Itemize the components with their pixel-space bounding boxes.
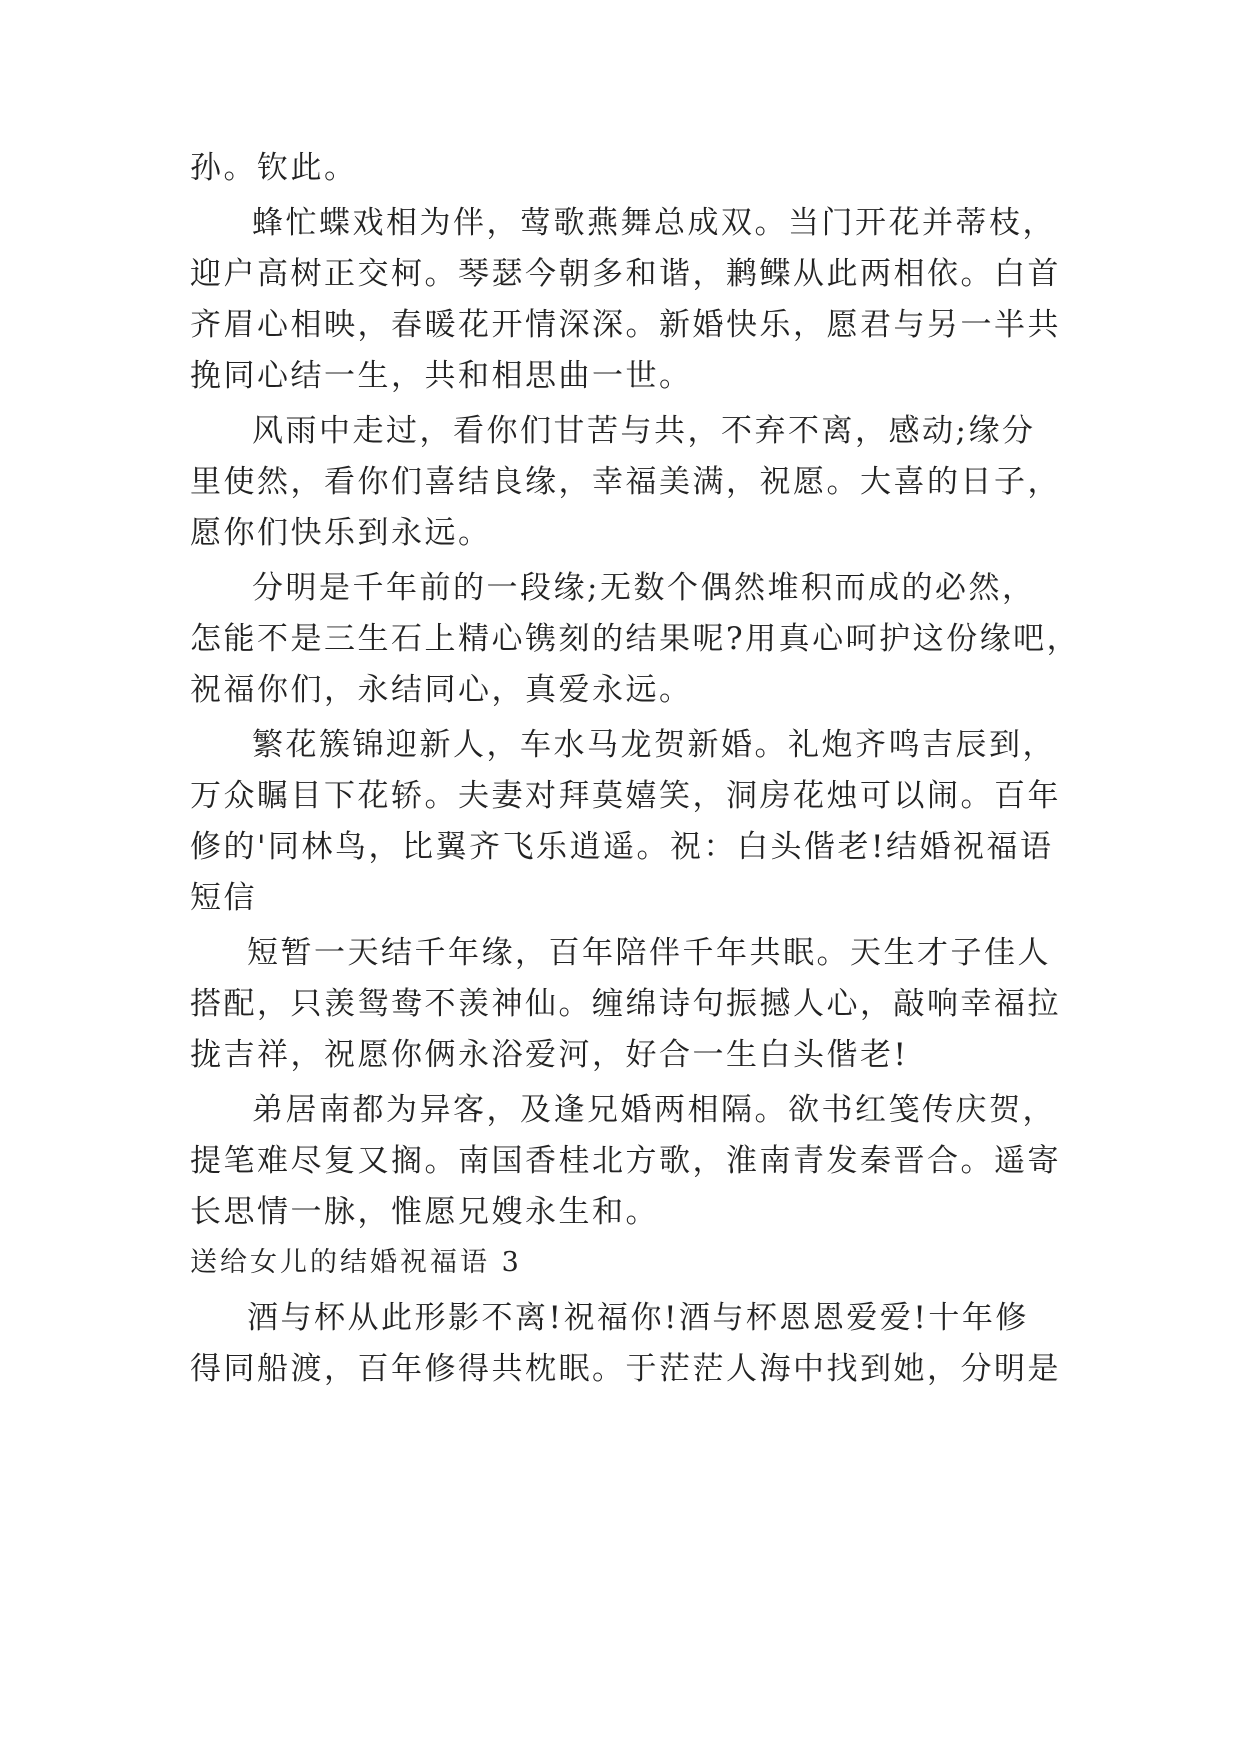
paragraph-line: 迎户高树正交柯。琴瑟今朝多和谐，鹣鲽从此两相依。白首: [190, 256, 1061, 292]
paragraph-line: 弟居南都为异客，及逢兄婚两相隔。欲书红笺传庆贺，: [252, 1092, 1056, 1128]
paragraph-line: 拢吉祥，祝愿你俩永浴爱河，好合一生白头偕老!: [190, 1037, 909, 1073]
paragraph-line: 提笔难尽复又搁。南国香桂北方歌，淮南青发秦晋合。遥寄: [190, 1143, 1061, 1179]
paragraph-line: 孙。钦此。: [190, 150, 358, 186]
paragraph-line: 挽同心结一生，共和相思曲一世。: [190, 358, 693, 394]
paragraph-line: 修的'同林鸟，比翼齐飞乐逍遥。祝：白头偕老!结婚祝福语: [190, 829, 1054, 865]
paragraph-line: 短信: [190, 880, 257, 916]
paragraph-line: 祝福你们，永结同心，真爱永远。: [190, 672, 693, 708]
paragraph-line: 愿你们快乐到永远。: [190, 515, 492, 551]
paragraph-line: 里使然，看你们喜结良缘，幸福美满，祝愿。大喜的日子，: [190, 464, 1061, 500]
paragraph-line: 酒与杯从此形影不离!祝福你!酒与杯恩恩爱爱!十年修: [247, 1300, 1029, 1336]
paragraph-line: 蜂忙蝶戏相为伴，莺歌燕舞总成双。当门开花并蒂枝，: [252, 205, 1056, 241]
paragraph-line: 分明是千年前的一段缘;无数个偶然堆积而成的必然，: [252, 570, 1036, 606]
paragraph-line: 长思情一脉，惟愿兄嫂永生和。: [190, 1194, 659, 1230]
paragraph-line: 繁花簇锦迎新人，车水马龙贺新婚。礼炮齐鸣吉辰到，: [252, 727, 1056, 763]
paragraph-line: 怎能不是三生石上精心镌刻的结果呢?用真心呵护这份缘吧，: [190, 621, 1081, 657]
paragraph-line: 短暂一天结千年缘，百年陪伴千年共眠。天生才子佳人: [247, 935, 1051, 971]
section-heading: 送给女儿的结婚祝福语 3: [190, 1247, 522, 1278]
paragraph-line: 齐眉心相映，春暖花开情深深。新婚快乐，愿君与另一半共: [190, 307, 1061, 343]
paragraph-line: 风雨中走过，看你们甘苦与共，不弃不离，感动;缘分: [252, 413, 1036, 449]
paragraph-line: 万众瞩目下花轿。夫妻对拜莫嬉笑，洞房花烛可以闹。百年: [190, 778, 1061, 814]
paragraph-line: 得同船渡，百年修得共枕眠。于茫茫人海中找到她，分明是: [190, 1351, 1061, 1387]
paragraph-line: 搭配，只羡鸳鸯不羡神仙。缠绵诗句振撼人心，敲响幸福拉: [190, 986, 1061, 1022]
